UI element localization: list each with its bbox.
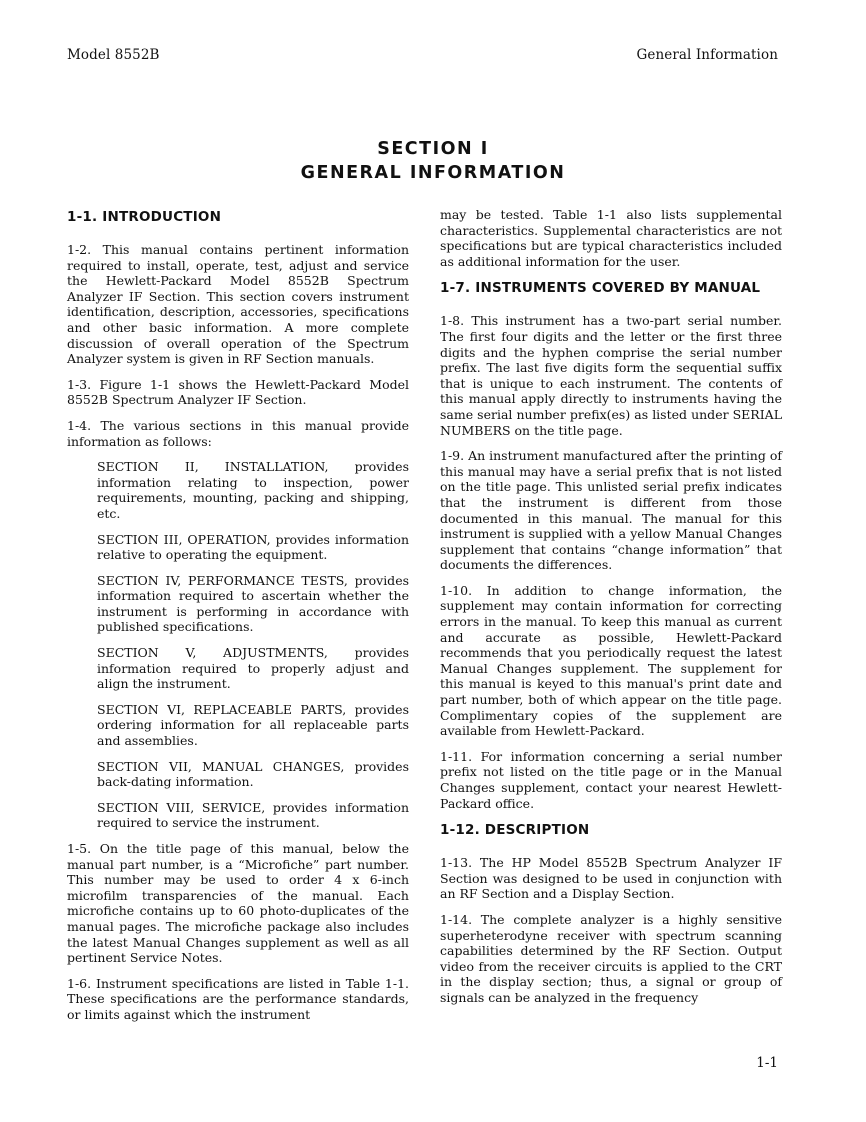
paragraph-1-6: 1-6. Instrument specifications are listed in Table 1-1. These specifications are the performance standards, or limits against which the instrument [67,975,409,1022]
left-column [67,206,409,1033]
section-title [0,137,866,185]
page-number: 1-1 [756,1055,778,1071]
section-title-number: SECTION I [377,139,489,159]
section-title-name: GENERAL INFORMATION [300,163,566,183]
paragraph-1-11: 1-11. For information concerning a serial number prefix not listed on the title page or in the Manual Changes supplement, contact your nearest Hewlett-Packard office. [440,748,782,811]
paragraph-1-9: 1-9. An instrument manufactured after the printing of this manual may have a serial prefix that is not listed on the title page. This unlisted serial prefix indicates that the instrument is different from those documented in this manual. The manual for this instrument is supplied with a yellow Manual Changes supplement that contains “change information” that documents the differences. [440,448,782,573]
running-header-section: General Information [636,47,778,63]
paragraph-1-3: 1-3. Figure 1-1 shows the Hewlett-Packard Model 8552B Spectrum Analyzer IF Section. [67,376,409,408]
paragraph-1-4: 1-4. The various sections in this manual provide information as follows: [67,417,409,449]
heading-description: 1-12. DESCRIPTION [440,822,590,839]
paragraph-1-2: 1-2. This manual contains pertinent information required to install, operate, test, adjust and service the Hewlett-Packard Model 8552B Spectrum Analyzer IF Section. This section covers instrument identification, description, accessories, specifications and other basic information. A more complete discussion of overall operation of the Spectrum Analyzer system is given in RF Section manuals. [67,242,409,367]
paragraph-1-6-continued: may be tested. Table 1-1 also lists supplemental characteristics. Supplemental characteristics are not specifications but are typical characteristics included as additional information for the user. [440,207,782,269]
section-iii-description: SECTION III, OPERATION, provides information relative to operating the equipment. [97,531,409,563]
section-viii-description: SECTION VIII, SERVICE, provides information required to service the instrument. [97,799,409,831]
heading-instruments-covered: 1-7. INSTRUMENTS COVERED BY MANUAL [440,280,761,297]
paragraph-1-14: 1-14. The complete analyzer is a highly sensitive superheterodyne receiver with spectrum scanning capabilities determined by the RF Section. Output video from the receiver circuits is applied to the CRT in the display section; thus, a signal or group of signals can be analyzed in the frequency [440,911,782,1005]
section-vii-description: SECTION VII, MANUAL CHANGES, provides back-dating information. [97,758,409,790]
paragraph-1-13: 1-13. The HP Model 8552B Spectrum Analyzer IF Section was designed to be used in conjunction with an RF Section and a Display Section. [440,855,782,902]
paragraph-1-5: 1-5. On the title page of this manual, below the manual part number, is a “Microfiche” part number. This number may be used to order 4 x 6-inch microfilm transparencies of the manual. Each microfiche contains up to 60 photo-duplicates of the manual pages. The microfiche package also includes the latest Manual Changes supplement as well as all pertinent Service Notes. [67,841,409,966]
right-column [440,207,782,1016]
paragraph-1-8: 1-8. This instrument has a two-part serial number. The first four digits and the letter or the first three digits and the hyphen comprise the serial number prefix. The last five digits form the sequential suffix that is unique to each instrument. The contents of this manual apply directly to instruments having the same serial number prefix(es) as listed under SERIAL NUMBERS on the title page. [440,313,782,438]
section-iv-description: SECTION IV, PERFORMANCE TESTS, provides information required to ascertain whether the instrument is performing in accordance with published specifications. [97,572,409,635]
section-vi-description: SECTION VI, REPLACEABLE PARTS, provides ordering information for all replaceable parts and assemblies. [97,701,409,749]
running-header-model: Model 8552B [67,47,160,63]
section-v-description: SECTION V, ADJUSTMENTS, provides information required to properly adjust and align the instrument. [97,645,409,692]
paragraph-1-10: 1-10. In addition to change information, the supplement may contain information for correcting errors in the manual. To keep this manual as current and accurate as possible, Hewlett-Packard recommends that you periodically request the latest Manual Changes supplement. The supplement for this manual is keyed to this manual's print date and part number, both of which appear on the title page. Complimentary copies of the supplement are available from Hewlett-Packard. [440,582,782,739]
section-ii-description: SECTION II, INSTALLATION, provides information relating to inspection, power requirements, mounting, packing and shipping, etc. [97,459,409,521]
heading-introduction: 1-1. INTRODUCTION [67,209,222,225]
